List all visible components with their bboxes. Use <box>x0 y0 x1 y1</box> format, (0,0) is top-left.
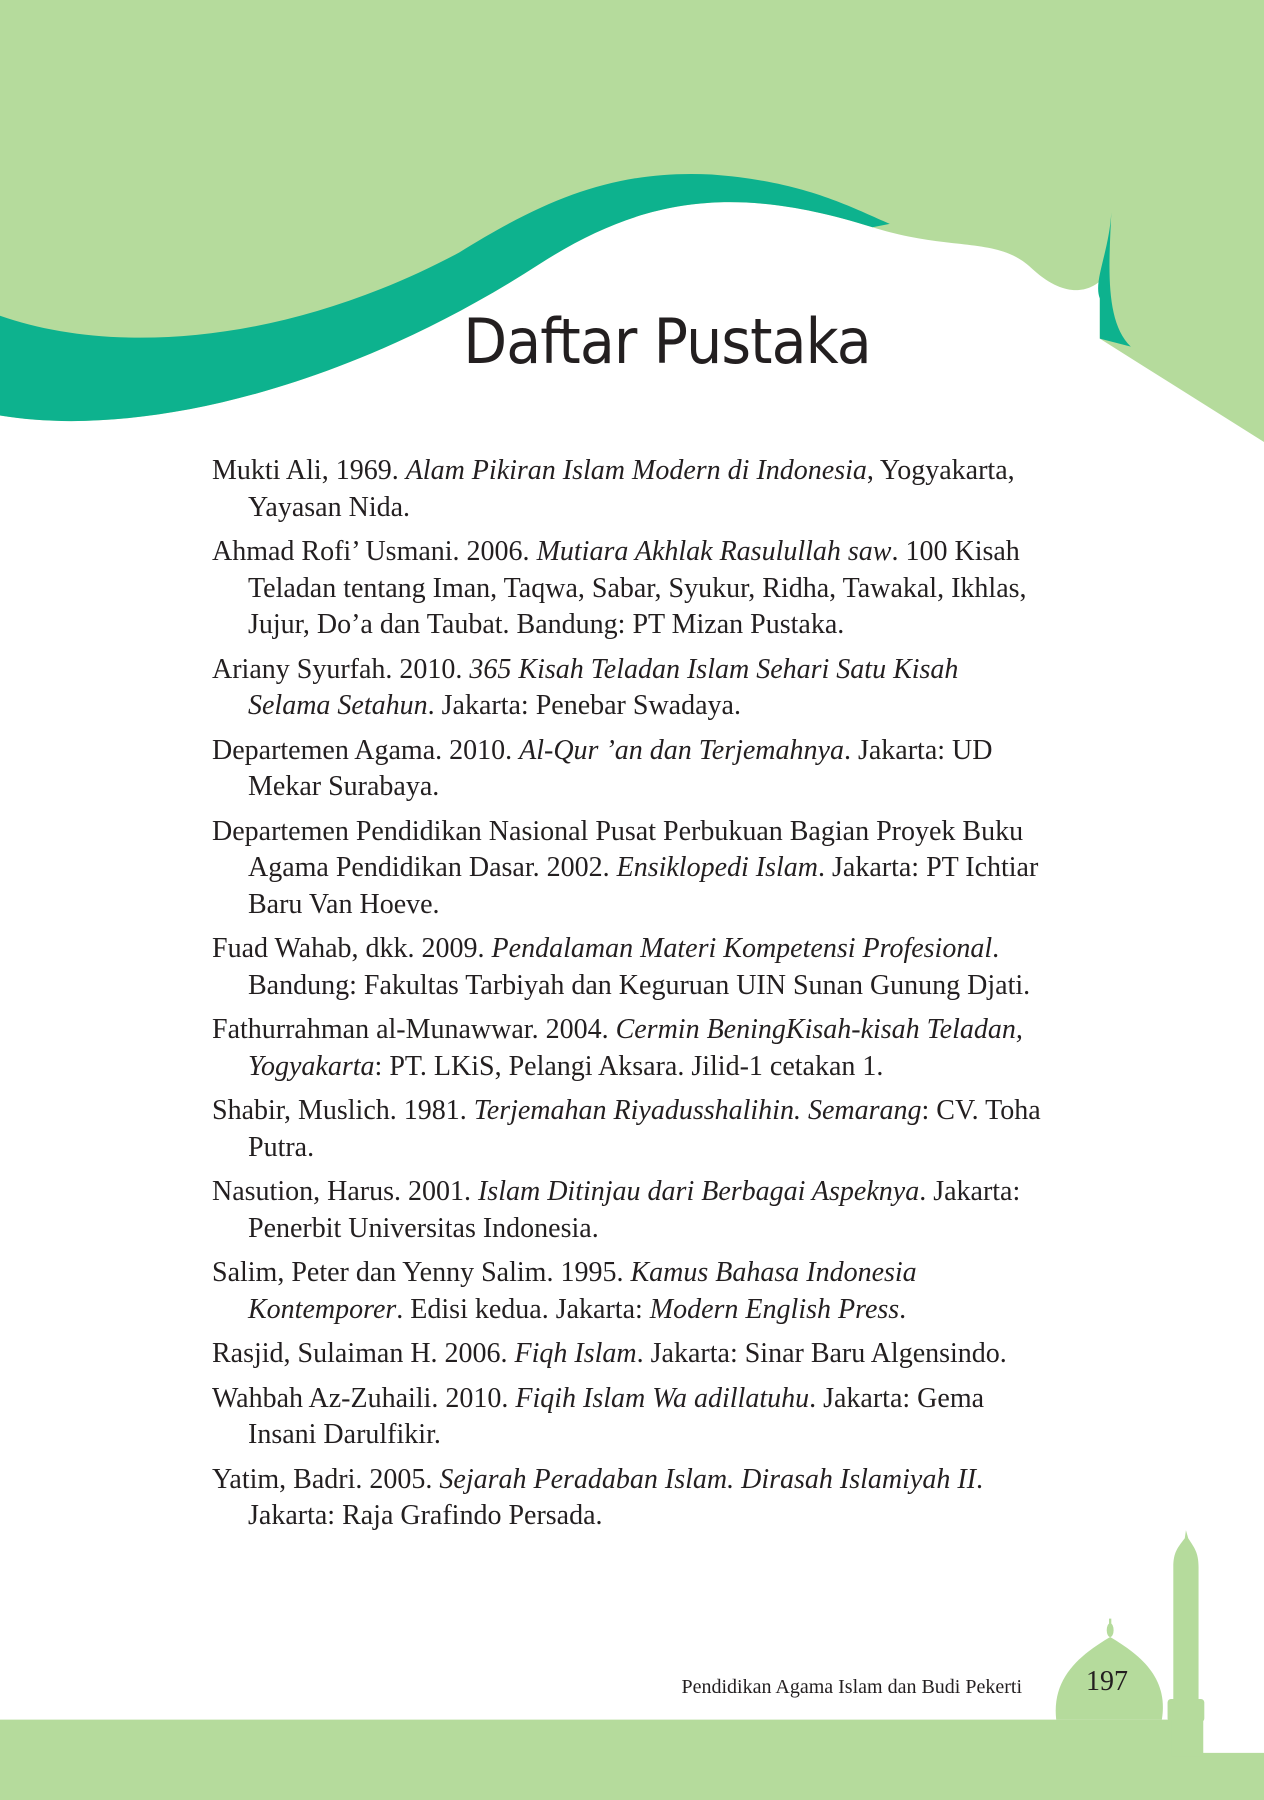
reference-title-text: Mutiara Akhlak Rasulullah saw <box>536 536 892 567</box>
reference-text: , Yogyakarta, <box>866 455 1015 486</box>
reference-text: Agama Pendidikan Dasar. 2002. <box>248 852 617 884</box>
reference-title-text: Fiqih Islam Wa adillatuhu <box>515 1382 810 1414</box>
reference-title-text: Alam Pikiran Islam Modern di Indonesia <box>405 455 867 486</box>
reference-entry <box>212 1174 1212 1247</box>
reference-text: Ariany Syurfah. 2010. <box>212 653 470 685</box>
reference-text: . Edisi kedua. Jakarta: <box>396 1294 650 1326</box>
page-number: 197 <box>1086 1666 1128 1697</box>
reference-entry <box>212 1255 1212 1328</box>
reference-line <box>212 931 1212 968</box>
reference-line <box>212 733 1212 770</box>
reference-text: Yatim, Badri. 2005. <box>212 1463 440 1495</box>
reference-line <box>212 769 1212 806</box>
reference-title-text: Kamus Bahasa Indonesia <box>630 1257 917 1289</box>
reference-line <box>212 453 1212 490</box>
reference-line <box>212 688 1212 725</box>
reference-title-text: Sejarah Peradaban Islam. Dirasah Islamiyah II <box>439 1463 977 1495</box>
reference-title-text: Terjemahan Riyadusshalihin. Semarang <box>473 1095 922 1127</box>
reference-entry <box>212 652 1212 725</box>
reference-line <box>212 814 1212 851</box>
reference-line <box>212 1462 1212 1499</box>
reference-text: . <box>992 933 1000 965</box>
reference-line <box>212 1381 1212 1418</box>
reference-line <box>212 850 1212 887</box>
reference-text: : PT. LKiS, Pelangi Aksara. Jilid-1 cetakan 1. <box>374 1051 884 1083</box>
reference-text: Baru Van Hoeve. <box>248 889 440 921</box>
reference-text: . Jakarta: PT Ichtiar <box>818 852 1039 884</box>
reference-line <box>212 607 1212 644</box>
reference-line <box>212 1211 1212 1248</box>
reference-title-text: Fiqh Islam <box>514 1338 637 1370</box>
reference-text: : CV. Toha <box>921 1095 1041 1127</box>
reference-line <box>212 1336 1212 1373</box>
page-title: Daftar Pustaka <box>463 305 871 378</box>
reference-entry <box>212 1462 1212 1535</box>
reference-text: Departemen Agama. 2010. <box>212 734 520 766</box>
reference-title-text: Modern English Press <box>649 1294 900 1326</box>
reference-line <box>212 534 1212 571</box>
reference-text: . Jakarta: UD <box>843 734 993 766</box>
reference-text: . Jakarta: Gema <box>809 1382 985 1414</box>
reference-title-text: Yogyakarta <box>248 1051 375 1083</box>
reference-text: . <box>899 1294 907 1326</box>
reference-title-text: Islam Ditinjau dari Berbagai Aspeknya <box>477 1176 920 1208</box>
reference-title-text: Al-Qur ’an dan Terjemahnya <box>519 734 844 766</box>
reference-text: Insani Darulfikir. <box>248 1419 441 1451</box>
reference-text: . Jakarta: <box>919 1176 1021 1208</box>
reference-title-text: Kontemporer <box>248 1294 397 1326</box>
reference-line <box>212 571 1212 608</box>
reference-title-text: Selama Setahun <box>248 690 428 722</box>
reference-entry <box>212 814 1212 924</box>
reference-text: Jujur, Do’a dan Taubat. Bandung: PT Mizan Pustaka. <box>248 609 845 641</box>
reference-text: Bandung: Fakultas Tarbiyah dan Keguruan UIN Sunan Gunung Djati. <box>248 970 1031 1002</box>
reference-line <box>212 1174 1212 1211</box>
reference-text: Salim, Peter dan Yenny Salim. 1995. <box>212 1257 631 1289</box>
reference-list <box>212 453 1212 1543</box>
reference-text: . <box>976 1463 984 1495</box>
reference-title-text: Ensiklopedi Islam <box>616 852 819 884</box>
reference-line <box>212 1498 1212 1535</box>
reference-line <box>212 652 1212 689</box>
reference-text: Teladan tentang Iman, Taqwa, Sabar, Syukur, Ridha, Tawakal, Ikhlas, <box>248 572 1027 604</box>
reference-title-text: Pendalaman Materi Kompetensi Profesional <box>491 933 993 965</box>
reference-title-text: 365 Kisah Teladan Islam Sehari Satu Kisah <box>469 653 959 685</box>
reference-text: Nasution, Harus. 2001. <box>212 1176 478 1208</box>
footer-book-title: Pendidikan Agama Islam dan Budi Pekerti <box>681 1676 1022 1698</box>
reference-entry <box>212 733 1212 806</box>
reference-text: Penerbit Universitas Indonesia. <box>248 1213 599 1245</box>
reference-text: . Jakarta: Penebar Swadaya. <box>427 690 741 722</box>
reference-line <box>212 1093 1212 1130</box>
reference-line <box>212 1012 1212 1049</box>
reference-text: Rasjid, Sulaiman H. 2006. <box>212 1338 515 1370</box>
reference-entry <box>212 534 1212 644</box>
reference-line <box>212 1292 1212 1329</box>
reference-text: Mukti Ali, 1969. <box>212 455 406 486</box>
reference-text: Shabir, Muslich. 1981. <box>212 1095 474 1127</box>
reference-entry <box>212 1336 1212 1373</box>
reference-text: Fuad Wahab, dkk. 2009. <box>212 933 492 965</box>
reference-line <box>212 1130 1212 1167</box>
reference-line <box>212 1255 1212 1292</box>
reference-text: Fathurrahman al-Munawwar. 2004. <box>212 1014 616 1046</box>
reference-text: . Jakarta: Sinar Baru Algensindo. <box>636 1338 1007 1370</box>
reference-line <box>212 1417 1212 1454</box>
reference-entry <box>212 931 1212 1004</box>
reference-line <box>212 490 1212 527</box>
reference-text: Mekar Surabaya. <box>248 771 440 803</box>
reference-line <box>212 1049 1212 1086</box>
reference-text: Jakarta: Raja Grafindo Persada. <box>248 1500 603 1532</box>
reference-text: Yayasan Nida. <box>248 491 411 523</box>
reference-line <box>212 968 1212 1005</box>
reference-entry <box>212 1012 1212 1085</box>
reference-entry <box>212 1381 1212 1454</box>
reference-title-text: Cermin BeningKisah-kisah Teladan, <box>615 1014 1023 1046</box>
reference-text: Wahbah Az-Zuhaili. 2010. <box>212 1382 516 1414</box>
reference-entry <box>212 453 1212 526</box>
reference-text: Ahmad Rofi’ Usmani. 2006. <box>212 536 537 567</box>
reference-text: Departemen Pendidikan Nasional Pusat Perbukuan Bagian Proyek Buku <box>212 815 1024 847</box>
reference-text: Putra. <box>248 1132 315 1164</box>
reference-entry <box>212 1093 1212 1166</box>
reference-line <box>212 887 1212 924</box>
reference-text: . 100 Kisah <box>891 536 1020 567</box>
